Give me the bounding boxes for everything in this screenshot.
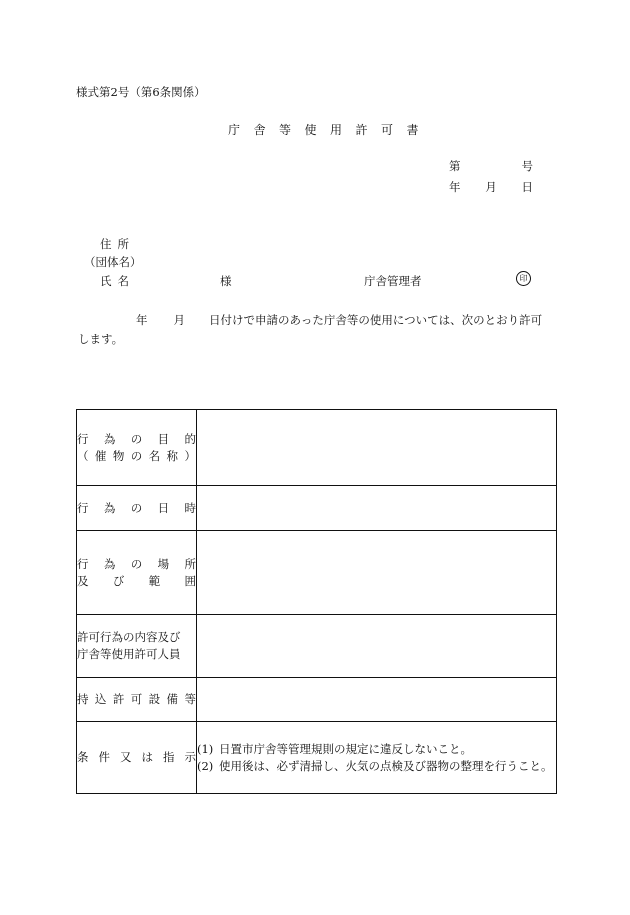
table-row-datetime (77, 486, 557, 531)
body-text-line2: します。 (78, 332, 124, 346)
condition-text: 使用後は、必ず清掃し、火気の点検及び器物の整理を行うこと。 (219, 758, 553, 773)
value-datetime[interactable] (197, 486, 557, 531)
date-day: 日 (521, 180, 533, 194)
label-datetime-line1: 行 為 の 日 時 (77, 500, 196, 515)
form-number: 様式第2号（第6条関係） (76, 85, 206, 99)
seal-mark: 印 (516, 271, 531, 286)
label-conditions (77, 722, 197, 794)
table-row-content (77, 615, 557, 678)
label-conditions-line1: 条 件 又 は 指 示 (77, 750, 196, 764)
condition-item (197, 758, 556, 775)
condition-text: 日置市庁舎等管理規則の規定に違反しないこと。 (219, 741, 472, 756)
body-text: 日付けで申請のあった庁舎等の使用については、次のとおり許可 (209, 313, 543, 327)
recipient-organization-label: （団体名） (84, 255, 142, 269)
value-content[interactable] (197, 615, 557, 678)
value-place[interactable] (197, 531, 557, 615)
label-purpose-line2: （ 催 物 の 名 称 ） (77, 448, 196, 463)
value-equipment[interactable] (197, 678, 557, 722)
label-equipment-line1: 持 込 許 可 設 備 等 (77, 692, 196, 706)
label-place-line1: 行 為 の 場 所 (77, 556, 196, 571)
permit-details-table (76, 409, 557, 794)
value-conditions (197, 722, 557, 794)
label-place-line2: 及 び 範 囲 (77, 573, 196, 588)
label-place (77, 531, 197, 615)
label-purpose (77, 410, 197, 486)
table-row-conditions (77, 722, 557, 794)
table-row-place (77, 531, 557, 615)
recipient-address-label: 住所 (100, 237, 135, 251)
recipient-name-label: 氏名 (100, 274, 135, 288)
table-row-purpose (77, 410, 557, 486)
label-datetime (77, 486, 197, 531)
label-content-line1: 許可行為の内容及び (77, 630, 181, 644)
recipient-honorific: 様 (220, 274, 232, 288)
issue-date-line (449, 179, 533, 195)
label-content (77, 615, 197, 678)
body-year: 年 (136, 313, 148, 327)
body-month: 月 (173, 313, 185, 327)
table-row-equipment (77, 678, 557, 722)
condition-number: (1) (197, 741, 214, 756)
condition-item (197, 741, 556, 758)
body-text-line1 (136, 312, 542, 328)
label-content-line2: 庁舎等使用許可人員 (77, 647, 181, 661)
date-year: 年 (449, 180, 461, 194)
condition-number: (2) (197, 758, 214, 773)
date-month: 月 (485, 180, 497, 194)
label-equipment (77, 678, 197, 722)
number-prefix: 第 (449, 159, 461, 173)
permit-number-line (449, 158, 533, 174)
document-title: 庁舎等使用許可書 (228, 123, 433, 137)
label-purpose-line1: 行 為 の 目 的 (77, 431, 196, 446)
issuer-label: 庁舎管理者 (364, 274, 422, 288)
value-purpose[interactable] (197, 410, 557, 486)
number-suffix: 号 (521, 159, 533, 173)
